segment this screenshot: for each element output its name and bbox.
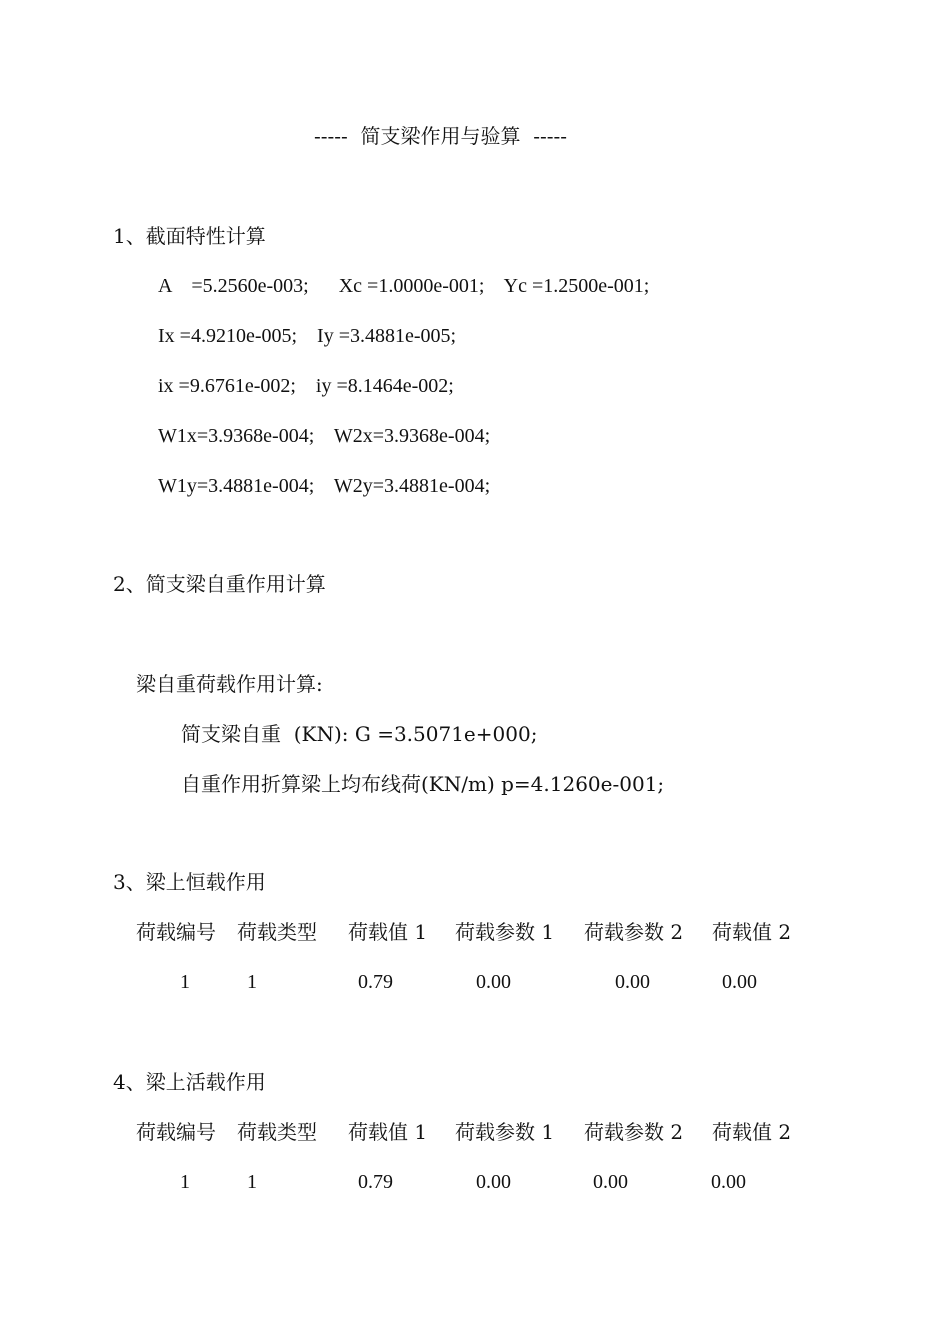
- live-load-cell-2: 1: [247, 1171, 257, 1193]
- live-load-header-2: 荷载类型: [237, 1120, 317, 1144]
- section-2-line-1: 简支梁自重 (KN): G =3.5071e+000;: [181, 722, 538, 746]
- dead-load-header-5: 荷载参数 2: [584, 920, 684, 944]
- section-1-line-3: ix =9.6761e-002; iy =8.1464e-002;: [158, 375, 454, 397]
- live-load-header-6: 荷载值 2: [712, 1120, 792, 1144]
- dead-load-header-2: 荷载类型: [237, 920, 317, 944]
- section-1-line-2: Ix =4.9210e-005; Iy =3.4881e-005;: [158, 325, 457, 347]
- dead-load-cell-3: 0.79: [358, 971, 393, 993]
- dead-load-header-3: 荷载值 1: [348, 920, 428, 944]
- section-2-heading: 2、简支梁自重作用计算: [113, 572, 326, 596]
- section-2-line-2: 自重作用折算梁上均布线荷(KN/m) p=4.1260e-001;: [181, 772, 665, 796]
- section-2-subheading: 梁自重荷载作用计算:: [136, 672, 323, 696]
- live-load-cell-4: 0.00: [476, 1171, 511, 1193]
- section-4-heading: 4、梁上活载作用: [113, 1070, 266, 1094]
- section-1-heading: 1、截面特性计算: [113, 224, 266, 248]
- section-3-heading: 3、梁上恒载作用: [113, 870, 266, 894]
- dead-load-cell-4: 0.00: [476, 971, 511, 993]
- section-1-line-4: W1x=3.9368e-004; W2x=3.9368e-004;: [158, 425, 491, 447]
- dead-load-header-6: 荷载值 2: [712, 920, 792, 944]
- dead-load-cell-5: 0.00: [615, 971, 650, 993]
- live-load-header-1: 荷载编号: [136, 1120, 216, 1144]
- dead-load-header-1: 荷载编号: [136, 920, 216, 944]
- dead-load-cell-1: 1: [180, 971, 190, 993]
- dead-load-header-4: 荷载参数 1: [455, 920, 555, 944]
- live-load-cell-1: 1: [180, 1171, 190, 1193]
- dead-load-cell-6: 0.00: [722, 971, 757, 993]
- live-load-header-3: 荷载值 1: [348, 1120, 428, 1144]
- section-1-line-1: A =5.2560e-003; Xc =1.0000e-001; Yc =1.2500e-001;: [158, 275, 650, 297]
- live-load-header-5: 荷载参数 2: [584, 1120, 684, 1144]
- page-title: ----- 简支梁作用与验算 -----: [314, 124, 568, 148]
- live-load-cell-5: 0.00: [593, 1171, 628, 1193]
- live-load-cell-6: 0.00: [711, 1171, 746, 1193]
- live-load-cell-3: 0.79: [358, 1171, 393, 1193]
- section-1-line-5: W1y=3.4881e-004; W2y=3.4881e-004;: [158, 475, 491, 497]
- live-load-header-4: 荷载参数 1: [455, 1120, 555, 1144]
- dead-load-cell-2: 1: [247, 971, 257, 993]
